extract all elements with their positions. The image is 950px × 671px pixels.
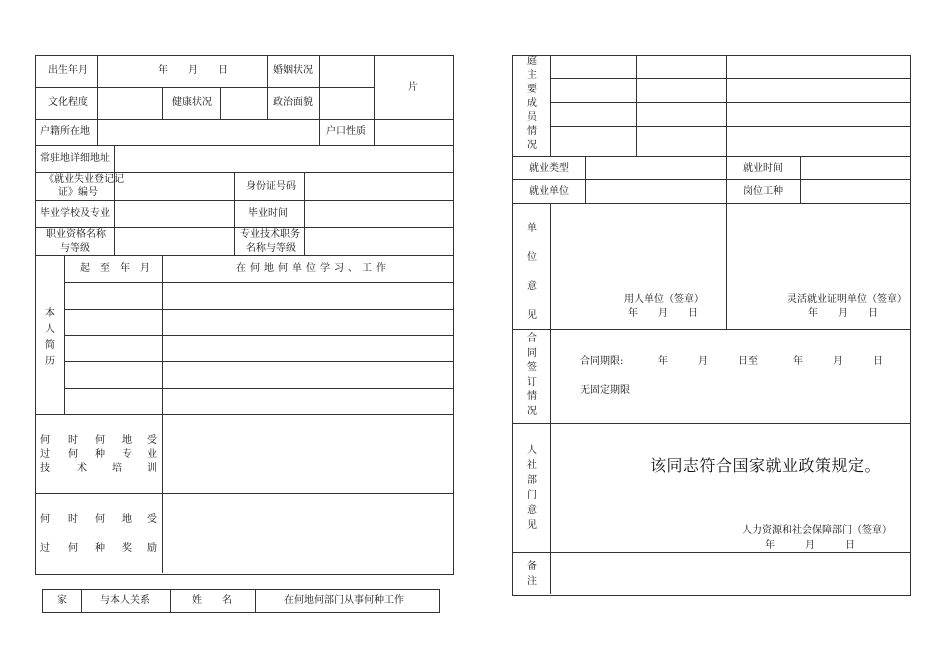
grid-line — [97, 87, 98, 145]
grid-line — [255, 589, 256, 612]
training-char: 业 — [147, 449, 157, 460]
marriage-label: 婚姻状况 — [273, 65, 313, 76]
training-char: 培 — [112, 463, 122, 474]
grid-line — [234, 172, 235, 255]
grid-line — [304, 172, 305, 255]
flex-date: 年 月 日 — [808, 308, 878, 319]
school-label: 毕业学校及专业 — [40, 208, 110, 219]
grid-line — [64, 282, 453, 283]
grid-line — [35, 414, 453, 415]
grid-line — [585, 156, 586, 203]
post-label: 岗位工种 — [743, 186, 783, 197]
hukou-label: 户籍所在地 — [40, 126, 90, 137]
resume-label: 本人简历 — [45, 308, 55, 367]
award-char: 何 — [68, 543, 78, 554]
award-char: 励 — [147, 543, 157, 554]
grid-line — [114, 145, 115, 172]
training-char: 种 — [95, 449, 105, 460]
grid-line — [35, 200, 453, 201]
training-char: 何 — [68, 449, 78, 460]
award-char: 受 — [147, 514, 157, 525]
grid-line — [512, 329, 910, 330]
training-char: 专 — [122, 449, 132, 460]
hukou-type-label: 户口性质 — [326, 126, 366, 137]
grid-line — [512, 179, 910, 180]
right-table-frame — [512, 55, 911, 596]
grid-line — [81, 589, 82, 612]
award-char: 种 — [95, 543, 105, 554]
hrss-label: 人社部门意见 — [527, 445, 537, 531]
grid-line — [35, 145, 453, 146]
contract-to: 年 月 日 — [793, 356, 883, 367]
register-label-2: 证》编号 — [58, 187, 98, 198]
grid-line — [64, 335, 453, 336]
contract-open: 无固定期限 — [580, 385, 630, 396]
training-char: 何 — [40, 435, 50, 446]
training-char: 技 — [40, 463, 50, 474]
award-char: 奖 — [122, 543, 132, 554]
grid-line — [162, 87, 163, 119]
contract-period-label: 合同期限: — [580, 356, 624, 367]
grid-line — [220, 87, 221, 119]
hrss-date: 年 月 日 — [765, 540, 855, 551]
grid-line — [374, 55, 375, 119]
emp-time-label: 就业时间 — [743, 163, 783, 174]
grid-line — [800, 156, 801, 203]
family-label: 庭主要成员情况 — [527, 56, 537, 151]
training-char: 过 — [40, 449, 50, 460]
award-char: 时 — [68, 514, 78, 525]
grid-line — [319, 55, 320, 119]
grid-line — [35, 255, 453, 256]
training-char: 地 — [122, 435, 132, 446]
family-col-relation: 与本人关系 — [100, 595, 150, 606]
unit-opinion-label: 单位意见 — [527, 223, 537, 321]
family-col-label: 家 — [57, 595, 67, 606]
resume-col-place: 在何地何单位学习、工作 — [236, 263, 390, 274]
award-char: 地 — [122, 514, 132, 525]
hrss-sign: 人力资源和社会保障部门（签章） — [742, 525, 892, 536]
family-col-work: 在何地何部门从事何种工作 — [284, 595, 404, 606]
remarks-label: 备注 — [527, 561, 537, 587]
grid-line — [726, 55, 727, 156]
grid-line — [319, 119, 320, 145]
grid-line — [35, 87, 374, 88]
tech-label-1: 专业技术职务 — [240, 229, 300, 240]
grid-line — [35, 493, 453, 494]
grid-line — [512, 423, 910, 424]
award-char: 何 — [40, 514, 50, 525]
grid-line — [550, 55, 551, 156]
grid-line — [64, 255, 65, 414]
birth-label: 出生年月 — [48, 65, 88, 76]
grid-line — [170, 589, 171, 612]
training-char: 何 — [95, 435, 105, 446]
birth-value: 年 月 日 — [158, 65, 228, 76]
award-char: 何 — [95, 514, 105, 525]
grid-line — [267, 55, 268, 119]
grid-line — [726, 156, 727, 203]
employer-sign: 用人单位（签章） — [624, 294, 704, 305]
hrss-statement: 该同志符合国家就业政策规定。 — [650, 456, 882, 475]
grid-line — [64, 309, 453, 310]
award-char: 过 — [40, 543, 50, 554]
qual-label-2: 与等级 — [60, 243, 90, 254]
grid-line — [64, 388, 453, 389]
photo-label: 片 — [408, 82, 418, 93]
grad-time-label: 毕业时间 — [248, 208, 288, 219]
resume-col-time: 起 至 年 月 — [80, 263, 150, 274]
grid-line — [64, 361, 453, 362]
grid-line — [512, 156, 910, 157]
grid-line — [162, 255, 163, 573]
grid-line — [550, 102, 910, 103]
emp-type-label: 就业类型 — [529, 163, 569, 174]
education-label: 文化程度 — [48, 97, 88, 108]
health-label: 健康状况 — [172, 97, 212, 108]
grid-line — [726, 203, 727, 329]
tech-label-2: 名称与等级 — [246, 243, 296, 254]
qual-label-1: 职业资格名称 — [46, 229, 106, 240]
flex-sign: 灵活就业证明单位（签章） — [787, 294, 907, 305]
contract-from: 年 月 日至 — [658, 356, 758, 367]
family-col-name: 姓 名 — [192, 595, 232, 606]
training-char: 受 — [147, 435, 157, 446]
grid-line — [512, 203, 910, 204]
grid-line — [550, 203, 551, 594]
grid-line — [550, 78, 910, 79]
id-label: 身份证号码 — [246, 181, 296, 192]
emp-unit-label: 就业单位 — [529, 186, 569, 197]
contract-label: 合同签订情况 — [527, 333, 537, 417]
address-label: 常驻地详细地址 — [40, 153, 110, 164]
grid-line — [636, 55, 637, 156]
register-label-1: 《就业失业登记记 — [44, 174, 124, 185]
grid-line — [550, 126, 910, 127]
employer-date: 年 月 日 — [628, 308, 698, 319]
training-char: 术 — [77, 463, 87, 474]
training-char: 训 — [147, 463, 157, 474]
political-label: 政治面貌 — [273, 97, 313, 108]
grid-line — [374, 119, 375, 145]
training-char: 时 — [68, 435, 78, 446]
grid-line — [97, 55, 98, 87]
